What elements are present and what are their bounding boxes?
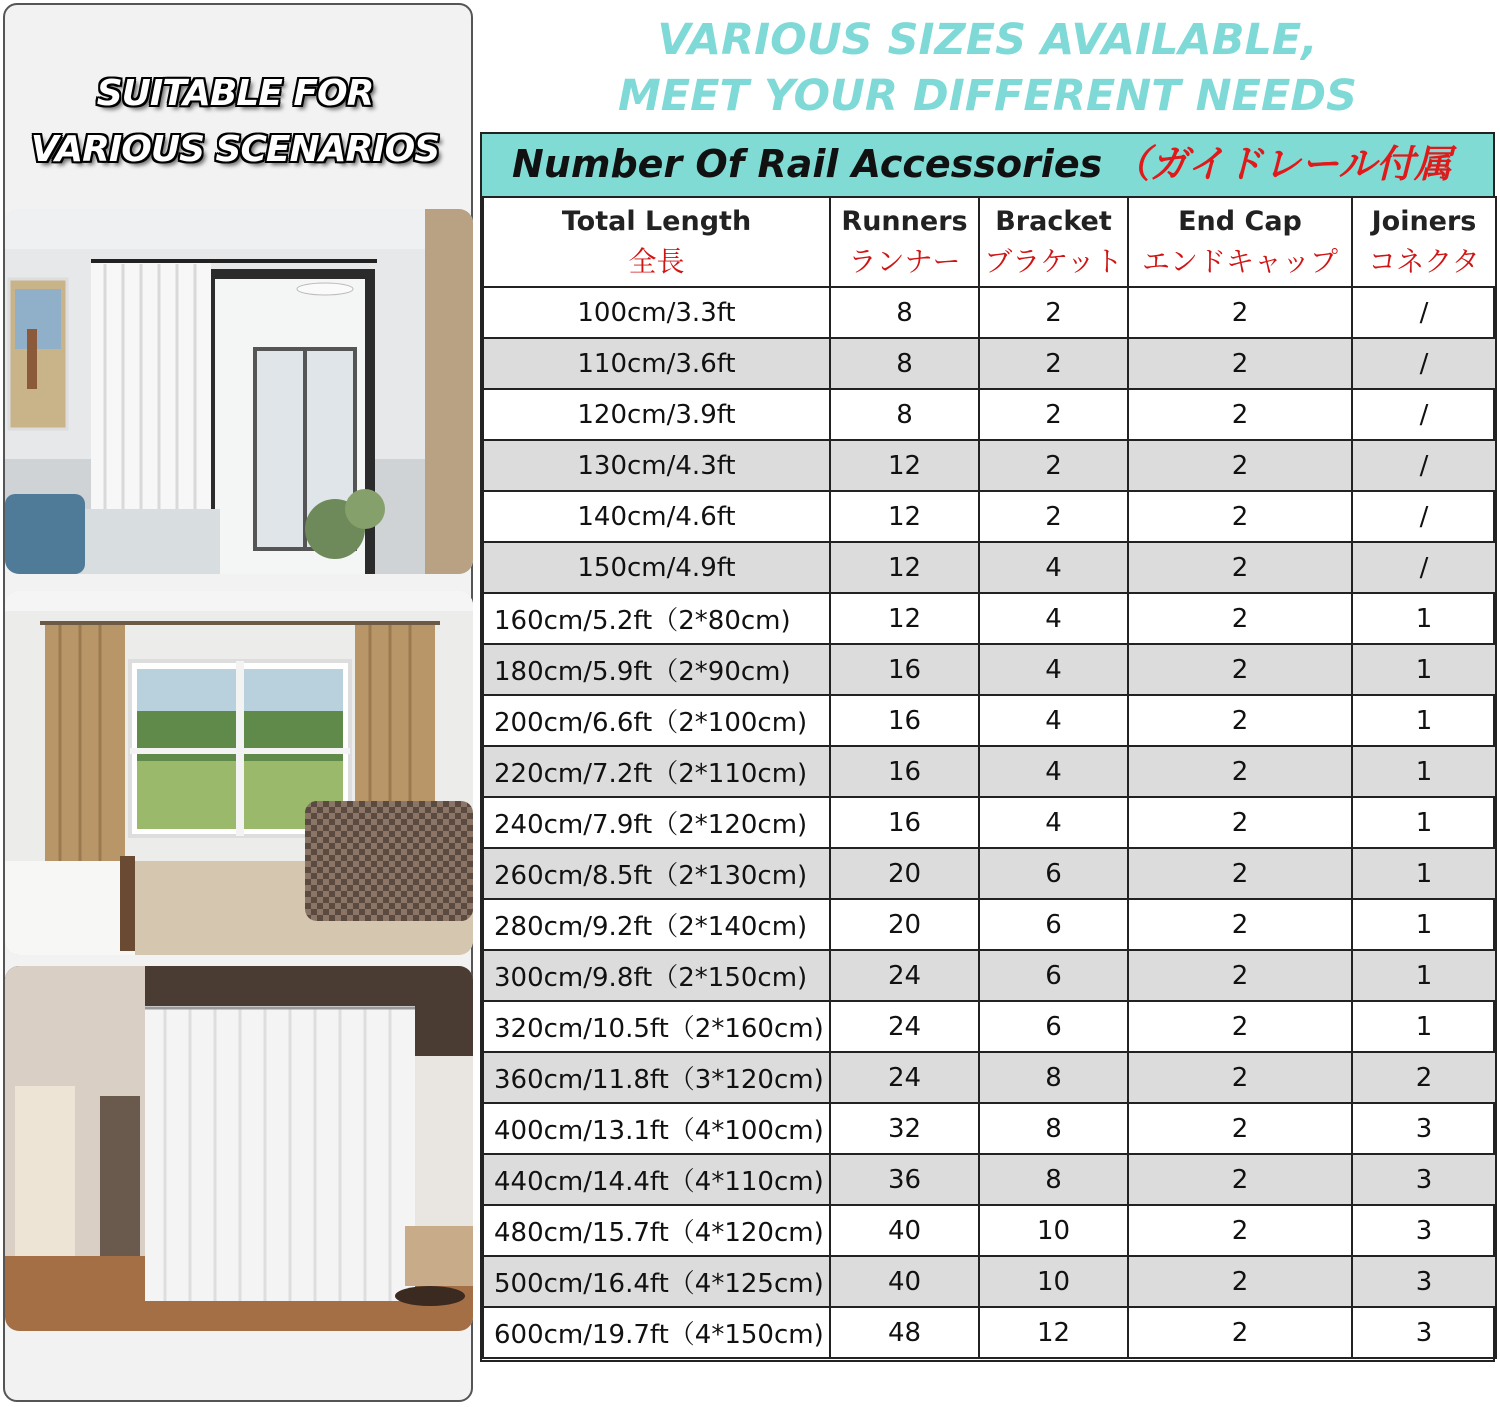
cell-runners: 48 [830, 1307, 979, 1358]
cell-total-length: 100cm/3.3ft [483, 287, 830, 338]
cell-total-length: 480cm/15.7ft（4*120cm) [483, 1205, 830, 1256]
header-bracket: Bracket ブラケット [979, 197, 1128, 287]
cell-end-cap: 2 [1128, 1307, 1352, 1358]
cell-bracket: 2 [979, 287, 1128, 338]
cell-runners: 20 [830, 899, 979, 950]
cell-end-cap: 2 [1128, 338, 1352, 389]
cell-runners: 12 [830, 491, 979, 542]
cell-joiners: 2 [1352, 1052, 1496, 1103]
cell-joiners: 1 [1352, 899, 1496, 950]
cell-total-length: 260cm/8.5ft（2*130cm) [483, 848, 830, 899]
scenarios-title-line1: SUITABLE FOR [96, 73, 374, 114]
table-row [483, 1307, 1496, 1358]
cell-end-cap: 2 [1128, 593, 1352, 644]
scene-image-brown-curtains [5, 591, 473, 955]
headline-line1: VARIOUS SIZES AVAILABLE, [657, 15, 1318, 65]
cell-end-cap: 2 [1128, 695, 1352, 746]
table-row [483, 287, 1496, 338]
cell-total-length: 120cm/3.9ft [483, 389, 830, 440]
cell-total-length: 180cm/5.9ft（2*90cm) [483, 644, 830, 695]
table-header-row [483, 197, 1496, 287]
cell-joiners: / [1352, 389, 1496, 440]
table-row [483, 389, 1496, 440]
cell-bracket: 2 [979, 440, 1128, 491]
cell-total-length: 400cm/13.1ft（4*100cm) [483, 1103, 830, 1154]
cell-joiners: 1 [1352, 644, 1496, 695]
cell-end-cap: 2 [1128, 491, 1352, 542]
cell-bracket: 4 [979, 593, 1128, 644]
cell-bracket: 6 [979, 899, 1128, 950]
cell-bracket: 6 [979, 848, 1128, 899]
cell-runners: 8 [830, 389, 979, 440]
cell-joiners: 3 [1352, 1307, 1496, 1358]
cell-end-cap: 2 [1128, 950, 1352, 1001]
cell-runners: 12 [830, 593, 979, 644]
cell-bracket: 4 [979, 644, 1128, 695]
cell-bracket: 4 [979, 797, 1128, 848]
cell-joiners: 3 [1352, 1154, 1496, 1205]
cell-bracket: 2 [979, 338, 1128, 389]
cell-runners: 16 [830, 797, 979, 848]
table-row [483, 644, 1496, 695]
cell-joiners: 1 [1352, 695, 1496, 746]
header-total-length: Total Length 全長 [483, 197, 830, 287]
cell-end-cap: 2 [1128, 287, 1352, 338]
table-title-jp: （ガイドレール付属 [1112, 142, 1453, 186]
cell-joiners: 3 [1352, 1103, 1496, 1154]
cell-bracket: 8 [979, 1052, 1128, 1103]
cell-runners: 16 [830, 644, 979, 695]
cell-joiners: / [1352, 440, 1496, 491]
cell-end-cap: 2 [1128, 1154, 1352, 1205]
cell-total-length: 500cm/16.4ft（4*125cm) [483, 1256, 830, 1307]
table-row [483, 950, 1496, 1001]
table-title-en: Number Of Rail Accessories [512, 142, 1103, 186]
cell-end-cap: 2 [1128, 440, 1352, 491]
table-body [483, 287, 1496, 1358]
table-row [483, 440, 1496, 491]
cell-total-length: 160cm/5.2ft（2*80cm) [483, 593, 830, 644]
cell-joiners: / [1352, 491, 1496, 542]
cell-runners: 40 [830, 1256, 979, 1307]
cell-total-length: 320cm/10.5ft（2*160cm) [483, 1001, 830, 1052]
header-joiners: Joiners コネクタ [1352, 197, 1496, 287]
cell-bracket: 8 [979, 1103, 1128, 1154]
cell-total-length: 130cm/4.3ft [483, 440, 830, 491]
scenarios-title [0, 66, 470, 178]
scenarios-title-line2: VARIOUS SCENARIOS [30, 129, 440, 170]
cell-bracket: 2 [979, 491, 1128, 542]
cell-bracket: 4 [979, 695, 1128, 746]
cell-total-length: 150cm/4.9ft [483, 542, 830, 593]
cell-runners: 20 [830, 848, 979, 899]
cell-runners: 16 [830, 746, 979, 797]
table-row [483, 1103, 1496, 1154]
cell-total-length: 300cm/9.8ft（2*150cm) [483, 950, 830, 1001]
table-row [483, 1001, 1496, 1052]
cell-bracket: 12 [979, 1307, 1128, 1358]
cell-joiners: 1 [1352, 746, 1496, 797]
cell-joiners: 1 [1352, 848, 1496, 899]
cell-end-cap: 2 [1128, 1052, 1352, 1103]
cell-total-length: 140cm/4.6ft [483, 491, 830, 542]
cell-runners: 24 [830, 1052, 979, 1103]
cell-joiners: / [1352, 287, 1496, 338]
cell-total-length: 360cm/11.8ft（3*120cm) [483, 1052, 830, 1103]
cell-end-cap: 2 [1128, 644, 1352, 695]
cell-end-cap: 2 [1128, 389, 1352, 440]
headline-line2: MEET YOUR DIFFERENT NEEDS [618, 71, 1357, 121]
cell-joiners: 3 [1352, 1256, 1496, 1307]
cell-end-cap: 2 [1128, 1205, 1352, 1256]
cell-total-length: 280cm/9.2ft（2*140cm) [483, 899, 830, 950]
cell-runners: 12 [830, 542, 979, 593]
cell-total-length: 200cm/6.6ft（2*100cm) [483, 695, 830, 746]
cell-total-length: 240cm/7.9ft（2*120cm) [483, 797, 830, 848]
header-runners: Runners ランナー [830, 197, 979, 287]
accessories-table-container [480, 132, 1495, 1362]
cell-end-cap: 2 [1128, 848, 1352, 899]
cell-runners: 24 [830, 1001, 979, 1052]
cell-end-cap: 2 [1128, 797, 1352, 848]
cell-runners: 8 [830, 338, 979, 389]
table-row [483, 746, 1496, 797]
cell-runners: 24 [830, 950, 979, 1001]
cell-joiners: 1 [1352, 593, 1496, 644]
cell-joiners: 1 [1352, 797, 1496, 848]
table-row [483, 1052, 1496, 1103]
cell-runners: 12 [830, 440, 979, 491]
cell-bracket: 10 [979, 1205, 1128, 1256]
table-row [483, 695, 1496, 746]
cell-end-cap: 2 [1128, 1001, 1352, 1052]
table-row [483, 1154, 1496, 1205]
cell-end-cap: 2 [1128, 899, 1352, 950]
cell-joiners: / [1352, 542, 1496, 593]
table-row [483, 491, 1496, 542]
header-end-cap: End Cap エンドキャップ [1128, 197, 1352, 287]
cell-bracket: 2 [979, 389, 1128, 440]
table-row [483, 593, 1496, 644]
cell-runners: 32 [830, 1103, 979, 1154]
cell-joiners: 1 [1352, 950, 1496, 1001]
cell-runners: 16 [830, 695, 979, 746]
cell-joiners: 1 [1352, 1001, 1496, 1052]
table-row [483, 899, 1496, 950]
cell-joiners: 3 [1352, 1205, 1496, 1256]
cell-runners: 8 [830, 287, 979, 338]
cell-end-cap: 2 [1128, 542, 1352, 593]
scene-image-room-divider [5, 966, 473, 1331]
table-row [483, 848, 1496, 899]
table-row [483, 797, 1496, 848]
cell-bracket: 4 [979, 542, 1128, 593]
cell-bracket: 4 [979, 746, 1128, 797]
table-row [483, 338, 1496, 389]
cell-total-length: 600cm/19.7ft（4*150cm) [483, 1307, 830, 1358]
table-row [483, 542, 1496, 593]
cell-end-cap: 2 [1128, 1103, 1352, 1154]
cell-total-length: 220cm/7.2ft（2*110cm) [483, 746, 830, 797]
accessories-table [482, 196, 1497, 1359]
cell-runners: 40 [830, 1205, 979, 1256]
cell-runners: 36 [830, 1154, 979, 1205]
cell-bracket: 8 [979, 1154, 1128, 1205]
scene-image-white-room [5, 209, 473, 574]
table-row [483, 1256, 1496, 1307]
cell-total-length: 110cm/3.6ft [483, 338, 830, 389]
cell-end-cap: 2 [1128, 746, 1352, 797]
cell-total-length: 440cm/14.4ft（4*110cm) [483, 1154, 830, 1205]
cell-end-cap: 2 [1128, 1256, 1352, 1307]
cell-bracket: 6 [979, 950, 1128, 1001]
cell-bracket: 10 [979, 1256, 1128, 1307]
table-title-bar [482, 134, 1493, 198]
sizes-headline [480, 12, 1495, 124]
table-row [483, 1205, 1496, 1256]
cell-joiners: / [1352, 338, 1496, 389]
cell-bracket: 6 [979, 1001, 1128, 1052]
